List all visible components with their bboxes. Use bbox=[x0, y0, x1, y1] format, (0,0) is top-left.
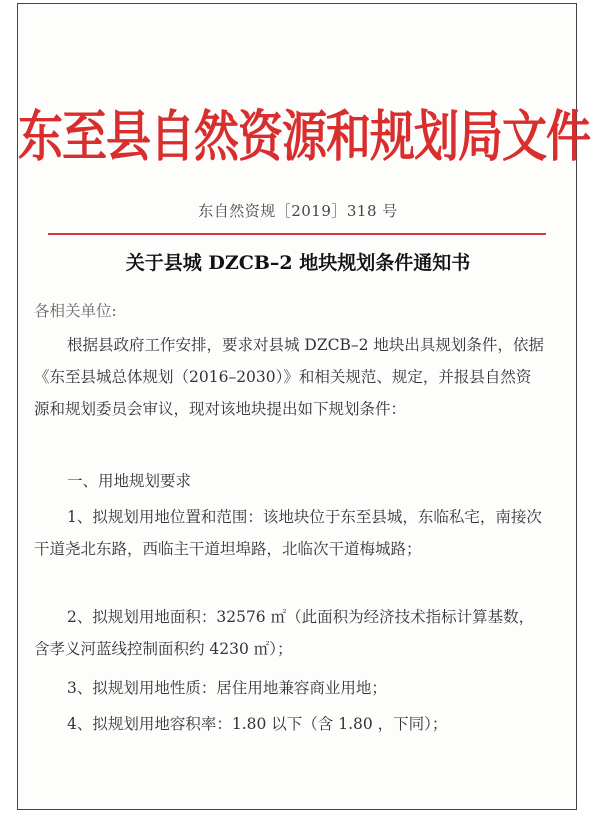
list-item-text: 2、拟规划用地面积：32576 ㎡（此面积为经济技术指标计算基数，含孝义河蓝线控制面积约 4230 ㎡）； bbox=[34, 608, 535, 658]
document-number: 东自然资规［2019］318 号 bbox=[198, 202, 398, 220]
document-title: 关于县城 DZCB–2 地块规划条件通知书 bbox=[125, 252, 471, 274]
list-item-text: 1、拟规划用地位置和范围：该地块位于东至县城，东临私宅，南接次干道尧北东路，西临主干道坦埠路，北临次干道梅城路； bbox=[34, 508, 542, 558]
section-heading: 一、用地规划要求 bbox=[67, 472, 192, 490]
list-item bbox=[34, 672, 544, 704]
list-item bbox=[34, 708, 544, 740]
list-item-text: 4、拟规划用地容积率：1.80 以下（含 1.80 ，下同）； bbox=[67, 715, 448, 733]
issuing-office-header: 东至县自然资源和规划局文件 bbox=[18, 104, 591, 169]
list-item bbox=[34, 601, 544, 665]
list-item-text: 3、拟规划用地性质：居住用地兼容商业用地； bbox=[67, 679, 387, 697]
list-item bbox=[34, 501, 544, 565]
intro-text: 根据县政府工作安排，要求对县城 DZCB–2 地块出具规划条件，依据《东至县城总体规划（2016–2030）》和相关规范、规定，并报县自然资源和规划委员会审议，现对该地块提出如下规划条件： bbox=[34, 336, 544, 418]
red-divider-line bbox=[48, 233, 546, 235]
addressee-line: 各相关单位: bbox=[34, 302, 117, 320]
document-page bbox=[17, 3, 591, 810]
intro-paragraph bbox=[34, 329, 544, 425]
